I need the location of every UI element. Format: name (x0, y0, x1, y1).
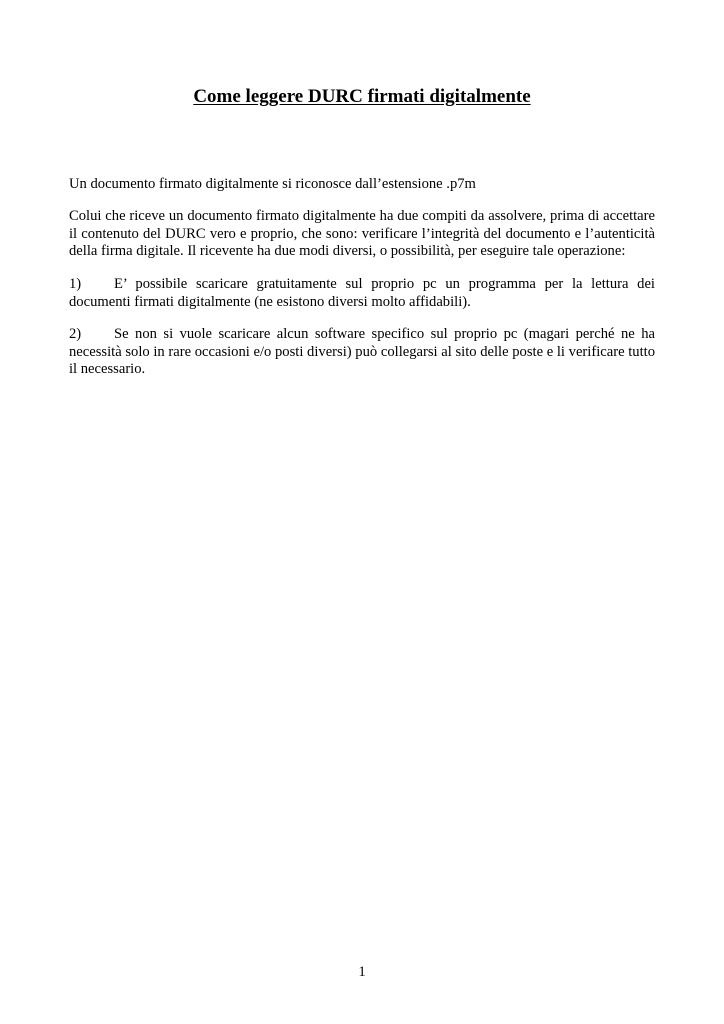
list-item-2-number: 2) (69, 326, 82, 342)
document-title: Come leggere DURC firmati digitalmente (193, 86, 531, 107)
intro-paragraph: Un documento firmato digitalmente si riconosce dall’estensione .p7m (69, 176, 476, 192)
list-item-1-number: 1) (69, 276, 82, 292)
list-item-2-text: Se non si vuole scaricare alcun software specifico sul proprio pc (magari perché ne ha necessità solo in rare occasioni e/o posti diversi) può collegarsi al sito delle poste e li verificare tutto il necessario. (69, 326, 655, 378)
list-item-1 (69, 276, 655, 311)
main-paragraph: Colui che riceve un documento firmato digitalmente ha due compiti da assolvere, prima di accettare il contenuto del DURC vero e proprio, che sono: verificare l’integrità del documento e l’autenticità della firma digitale. Il ricevente ha due modi diversi, o possibilità, per eseguire tale operazione: (69, 208, 655, 260)
list-item-2 (69, 326, 655, 379)
page-number: 1 (358, 964, 366, 980)
list-item-1-text: E’ possibile scaricare gratuitamente sul proprio pc un programma per la lettura dei documenti firmati digitalmente (ne esistono diversi molto affidabili). (69, 276, 655, 310)
